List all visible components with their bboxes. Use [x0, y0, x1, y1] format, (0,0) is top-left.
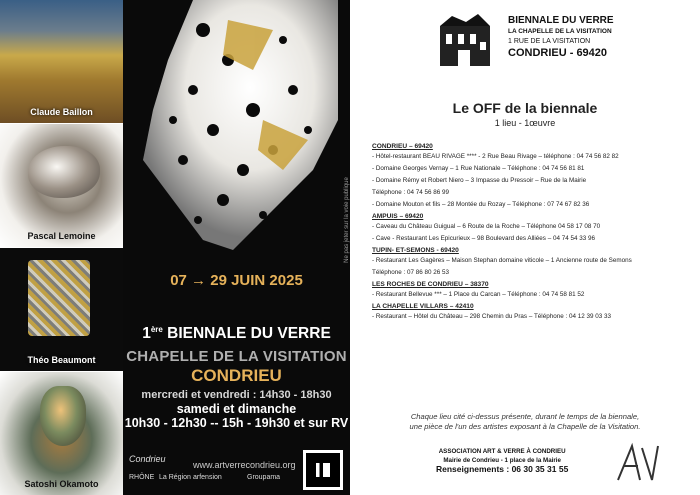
section-heading: LES ROCHES DE CONDRIEU – 38370: [372, 281, 489, 288]
venue-header: [508, 16, 614, 58]
hours-weekend: 10h30 - 12h30 -- 15h - 19h30 et sur RV: [124, 416, 349, 430]
title-text: BIENNALE DU VERRE: [162, 325, 331, 343]
glass-artwork-image: [40, 386, 86, 446]
header-venue: LA CHAPELLE DE LA VISITATION: [508, 27, 612, 35]
sponsor-logos: [129, 452, 289, 492]
artist-column: [0, 0, 123, 495]
artist-name: Claude Baillon: [30, 107, 93, 117]
list-item: - Hôtel-restaurant BEAU RIVAGE **** - 2 Rue Beau Rivage – téléphone : 04 74 56 82 82: [372, 153, 619, 160]
header-address: 1 RUE DE LA VISITATION: [508, 38, 591, 45]
artist-name: Satoshi Okamoto: [24, 479, 99, 489]
contact-phone: Renseignements : 06 30 35 31 55: [436, 464, 569, 474]
list-item: - Caveau du Château Guigual – 6 Route de la Roche – Téléphone 04 58 17 08 70: [372, 223, 601, 230]
list-item: - Domaine Rémy et Robert Niero – 3 Impasse du Pressoir – Rue de la Mairie: [372, 177, 587, 184]
event-title: [123, 325, 350, 343]
header-title: BIENNALE DU VERRE: [508, 15, 614, 26]
biennale-poster: [123, 0, 350, 495]
region-logo: La Région: [159, 474, 191, 481]
artist-photo-1: [0, 0, 123, 123]
mairie-address: Mairie de Condrieu - 1 place de la Mairie: [443, 457, 561, 464]
website-url[interactable]: www.artverrecondrieu.org: [193, 460, 296, 470]
list-item: - Domaine Mouton et fils – 28 Montée du Rozay – Téléphone : 07 74 67 82 36: [372, 201, 590, 208]
rhone-logo: RHÔNE: [129, 474, 155, 481]
artist-photo-4: [0, 372, 123, 495]
footer-note-line: Chaque lieu cité ci-dessus présente, durant le temps de la biennale,: [410, 412, 640, 421]
list-item: - Restaurant Bellevue *** – 1 Place du Carcan – Téléphone : 04 74 58 81 52: [372, 291, 585, 298]
list-item: - Restaurant Les Gagères – Maison Stephan domaine viticole – 1 Ancienne route de Semons: [372, 257, 632, 264]
association-block: [436, 447, 568, 474]
section-heading: TUPIN- ET-SEMONS - 69420: [372, 247, 459, 254]
section-heading: LA CHAPELLE VILLARS – 42410: [372, 303, 474, 310]
condrieu-logo: Condrieu: [129, 454, 166, 464]
hours-weekend-label: samedi et dimanche: [176, 402, 297, 416]
off-program: [350, 0, 700, 495]
list-item: Téléphone : 04 74 56 86 99: [372, 189, 450, 196]
disposal-note-text: Ne pas jeter sur la voie publique: [344, 177, 350, 263]
association-logo-icon: [612, 440, 660, 488]
arfension-logo: arfension: [193, 474, 222, 481]
association-name: ASSOCIATION ART & VERRE À CONDRIEU: [438, 448, 566, 455]
venue-city: CONDRIEU: [191, 366, 282, 385]
qr-code[interactable]: [303, 450, 343, 490]
event-dates: 07 → 29 JUIN 2025: [170, 272, 303, 289]
off-title: Le OFF de la biennale: [452, 100, 598, 116]
artist-photo-3: [0, 248, 123, 371]
list-item: - Restaurant – Hôtel du Château – 298 Chemin du Pras – Téléphone : 04 12 39 03 33: [372, 313, 611, 320]
list-item: Téléphone : 07 86 80 26 53: [372, 269, 450, 276]
section-heading: CONDRIEU – 69420: [372, 143, 433, 150]
title-ordinal-suffix: ère: [150, 325, 163, 334]
venue-name: CHAPELLE DE LA VISITATION: [126, 348, 347, 365]
title-ordinal: 1: [142, 325, 151, 343]
groupama-logo: Groupama: [247, 474, 281, 481]
footer-note-line: une pièce de l'un des artistes exposant à la Chapelle de la Visitation.: [409, 422, 641, 431]
glass-artwork-image: [28, 146, 100, 198]
footer-note: [350, 412, 700, 432]
artist-name: Pascal Lemoine: [27, 231, 96, 241]
chapel-building-icon: [438, 12, 492, 68]
artist-name: Théo Beaumont: [27, 355, 96, 365]
list-item: - Domaine Georges Vernay – 1 Rue Nationale – Téléphone : 04 74 56 81 81: [372, 165, 585, 172]
artist-photo-2: [0, 124, 123, 247]
glass-lace-artwork: [133, 0, 338, 260]
off-subtitle: 1 lieu - 1œuvre: [494, 118, 556, 128]
section-heading: AMPUIS – 69420: [372, 213, 424, 220]
opening-hours: [123, 388, 350, 430]
hours-weekday: mercredi et vendredi : 14h30 - 18h30: [141, 389, 332, 401]
list-item: - Cave - Restaurant Les Epicurieux – 98 Boulevard des Alliées – 04 74 54 33 96: [372, 235, 595, 242]
venue-list: [372, 140, 692, 325]
header-city: CONDRIEU - 69420: [508, 46, 608, 59]
glass-artwork-image: [28, 260, 90, 336]
